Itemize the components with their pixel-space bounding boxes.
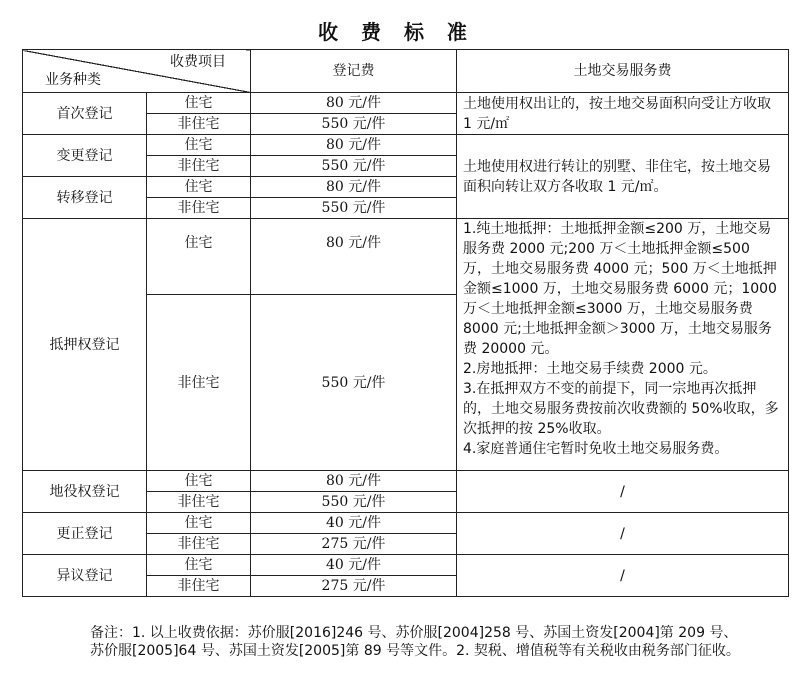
property-type-nonresidential: 非住宅: [147, 576, 251, 597]
table-row: [23, 219, 789, 295]
mortgage-note-house-land: 2.房地抵押：土地交易手续费 2000 元。: [463, 361, 717, 377]
registration-fee-value: 550 元/件: [251, 198, 457, 219]
service-fee-first-registration: 土地使用权出让的，按土地交易面积向受让方收取 1 元/㎡: [457, 93, 789, 135]
mortgage-note-exemption: 4.家庭普通住宅暂时免收土地交易服务费。: [463, 441, 729, 457]
service-fee-objection: /: [457, 555, 789, 597]
registration-fee-value: 550 元/件: [251, 492, 457, 513]
mortgage-note-remortgage: 3.在抵押双方不变的前提下，同一宗地再次抵押的，土地交易服务费按前次收费额的 50%收取，多次抵押的按 25%收取。: [463, 381, 779, 437]
property-type-nonresidential: 非住宅: [147, 492, 251, 513]
business-type-mortgage-registration: 抵押权登记: [23, 219, 147, 471]
registration-fee-value: 550 元/件: [251, 156, 457, 177]
service-fee-mortgage: [457, 219, 789, 471]
table-row: [23, 135, 789, 156]
service-fee-correction: /: [457, 513, 789, 555]
registration-fee-value: 80 元/件: [251, 135, 457, 156]
property-type-nonresidential: 非住宅: [147, 198, 251, 219]
page-title: 收 费 标 准: [318, 20, 475, 44]
property-type-residential: 住宅: [147, 93, 251, 114]
property-type-nonresidential: 非住宅: [147, 295, 251, 471]
table-row: [23, 471, 789, 492]
table-row: [23, 513, 789, 534]
registration-fee-value: 40 元/件: [251, 513, 457, 534]
property-type-nonresidential: 非住宅: [147, 114, 251, 135]
business-type-transfer-registration: 转移登记: [23, 177, 147, 219]
mortgage-note-pure-land: 1.纯土地抵押：土地抵押金额≤200 万，土地交易服务费 2000 元;200 万＜土地抵押金额≤500 万，土地交易服务费 4000 元；500 万＜土地抵押金额≤1000 万，土地交易服务费 6000 元；1000 万＜土地抵押金额≤3000 万，土地交易服务费 8000 元;土地抵押金额＞3000 万，土地交易服务费 20000 元。: [463, 221, 777, 357]
business-type-correction-registration: 更正登记: [23, 513, 147, 555]
business-type-objection-registration: 异议登记: [23, 555, 147, 597]
business-type-easement-registration: 地役权登记: [23, 471, 147, 513]
table-row: [23, 555, 789, 576]
registration-fee-value: 80 元/件: [251, 93, 457, 114]
business-type-change-registration: 变更登记: [23, 135, 147, 177]
registration-fee-value: 40 元/件: [251, 555, 457, 576]
registration-fee-value: 80 元/件: [251, 219, 457, 295]
registration-fee-value: 550 元/件: [251, 114, 457, 135]
registration-fee-value: 550 元/件: [251, 295, 457, 471]
business-type-first-registration: 首次登记: [23, 93, 147, 135]
header-registration-fee: 登记费: [251, 50, 457, 93]
property-type-residential: 住宅: [147, 471, 251, 492]
property-type-nonresidential: 非住宅: [147, 534, 251, 555]
property-type-residential: 住宅: [147, 513, 251, 534]
registration-fee-value: 275 元/件: [251, 576, 457, 597]
service-fee-change-transfer: 土地使用权进行转让的别墅、非住宅，按土地交易面积向转让双方各收取 1 元/㎡。: [457, 135, 789, 219]
header-business-type-label: 业务种类: [45, 72, 101, 88]
table-header-row: [23, 50, 789, 93]
property-type-residential: 住宅: [147, 219, 251, 295]
property-type-residential: 住宅: [147, 135, 251, 156]
registration-fee-value: 275 元/件: [251, 534, 457, 555]
registration-fee-value: 80 元/件: [251, 177, 457, 198]
service-fee-easement: /: [457, 471, 789, 513]
header-land-service-fee: 土地交易服务费: [457, 50, 789, 93]
registration-fee-value: 80 元/件: [251, 471, 457, 492]
property-type-residential: 住宅: [147, 555, 251, 576]
property-type-nonresidential: 非住宅: [147, 156, 251, 177]
property-type-residential: 住宅: [147, 177, 251, 198]
header-fee-item-label: 收费项目: [170, 54, 226, 70]
fee-standard-table: [22, 49, 789, 597]
header-corner-cell: [23, 50, 251, 93]
table-row: [23, 93, 789, 114]
footer-note: 备注：1. 以上收费依据：苏价服[2016]246 号、苏价服[2004]258 号、苏国土资发[2004]第 209 号、苏价服[2005]64 号、苏国土资发[2005]第 89 号等文件。2. 契税、增值税等有关税收由税务部门征收。: [90, 625, 740, 659]
